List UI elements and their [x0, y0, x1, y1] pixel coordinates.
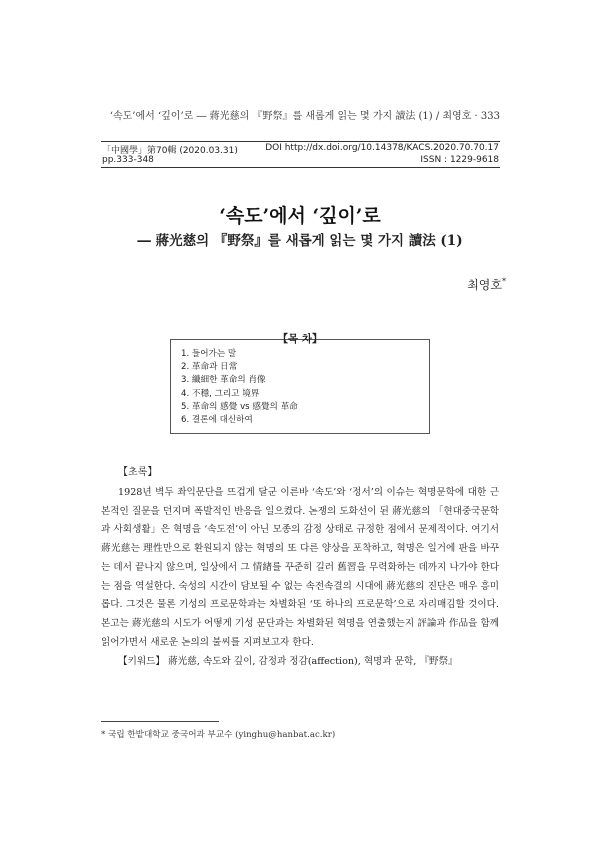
keywords-text: 蔣光慈, 속도와 깊이, 감정과 정감(affection), 혁명과 문학, 『野祭』: [168, 656, 458, 667]
running-header: ‘속도’에서 ‘깊이’로 ― 蔣光慈의 『野祭』를 새롭게 읽는 몇 가지 讀法 (1) / 최영호 · 333: [109, 111, 500, 122]
toc-item: 6. 결론에 대신하여: [181, 414, 253, 425]
footnote-divider: [101, 721, 219, 722]
abstract-text: 1928년 벽두 좌익문단을 뜨겁게 달군 이른바 ‘속도’와 ‘정서’의 이슈는 혁명문학에 대한 근본적인 질문을 던지며 폭발적인 반응을 일으켰다. 논쟁의 도화선이 된 蔣光慈의 「현대중국문학과 사회생활」은 혁명을 ‘속도전’이 아닌 모종의 감정 상태로 규정한 점에서 문제적이다. 여기서 蔣光慈는 理性만으로 환원되지 않는 혁명의 또 다른 양상을 포착하고, 혁명은 일거에 판을 바꾸는 데서 끝나지 않으며, 일상에서 그 情緖를 꾸준히 길러 舊習을 무력화하는 데까지 나가야 한다는 점을 역설한다. 숙성의 시간이 담보될 수 없는 속전속결의 시대에 蔣光慈의 진단은 매우 흥미롭다. 그것은 물론 기성의 프로문학과는 차별화된 ‘또 하나의 프로문학’으로 자리매김할 것이다. 본고는 蔣光慈의 시도가 어떻게 기성 문단과는 차별화된 혁명을 연출했는지 評論과 作品을 함께 읽어가면서 새로운 논의의 불씨를 지펴보고자 한다.: [101, 487, 499, 648]
author-footnote-mark: *: [502, 277, 506, 286]
toc-item: 1. 들어가는 말: [181, 349, 237, 359]
toc-item: 4. 不穩, 그리고 境界: [181, 388, 260, 399]
doi-text: DOI http://dx.doi.org/10.14378/KACS.2020.70.70.17: [265, 143, 499, 153]
author-line: [467, 276, 506, 293]
keywords-line: [118, 653, 458, 667]
paper-title: ‘속도’에서 ‘깊이’로: [219, 205, 381, 227]
journal-pages: pp.333-348: [102, 155, 154, 165]
journal-info-box: [101, 141, 500, 168]
footnote: * 국립 한밭대학교 중국어과 부교수 (yinghu@hanbat.ac.kr): [101, 730, 336, 740]
toc-list: [181, 348, 298, 427]
keywords-label: 【키워드】: [118, 656, 165, 667]
author-name: 최영호: [467, 278, 502, 292]
paper-subtitle: ― 蔣光慈의 『野祭』를 새롭게 읽는 몇 가지 讀法 (1): [137, 233, 463, 249]
issn-text: ISSN : 1229-9618: [420, 155, 499, 165]
abstract-label: 【초록】: [118, 467, 158, 478]
toc-item: 2. 革命과 日常: [181, 362, 238, 373]
toc-item: 3. 纖細한 革命의 肖像: [181, 375, 266, 386]
journal-name-issue: 「中國學」第70輯 (2020.03.31): [102, 146, 238, 156]
toc-item: 5. 革命의 感覺 vs 感覺의 革命: [181, 401, 298, 412]
toc-heading: 【목 차】: [277, 333, 323, 345]
journal-info-row: [102, 155, 499, 165]
